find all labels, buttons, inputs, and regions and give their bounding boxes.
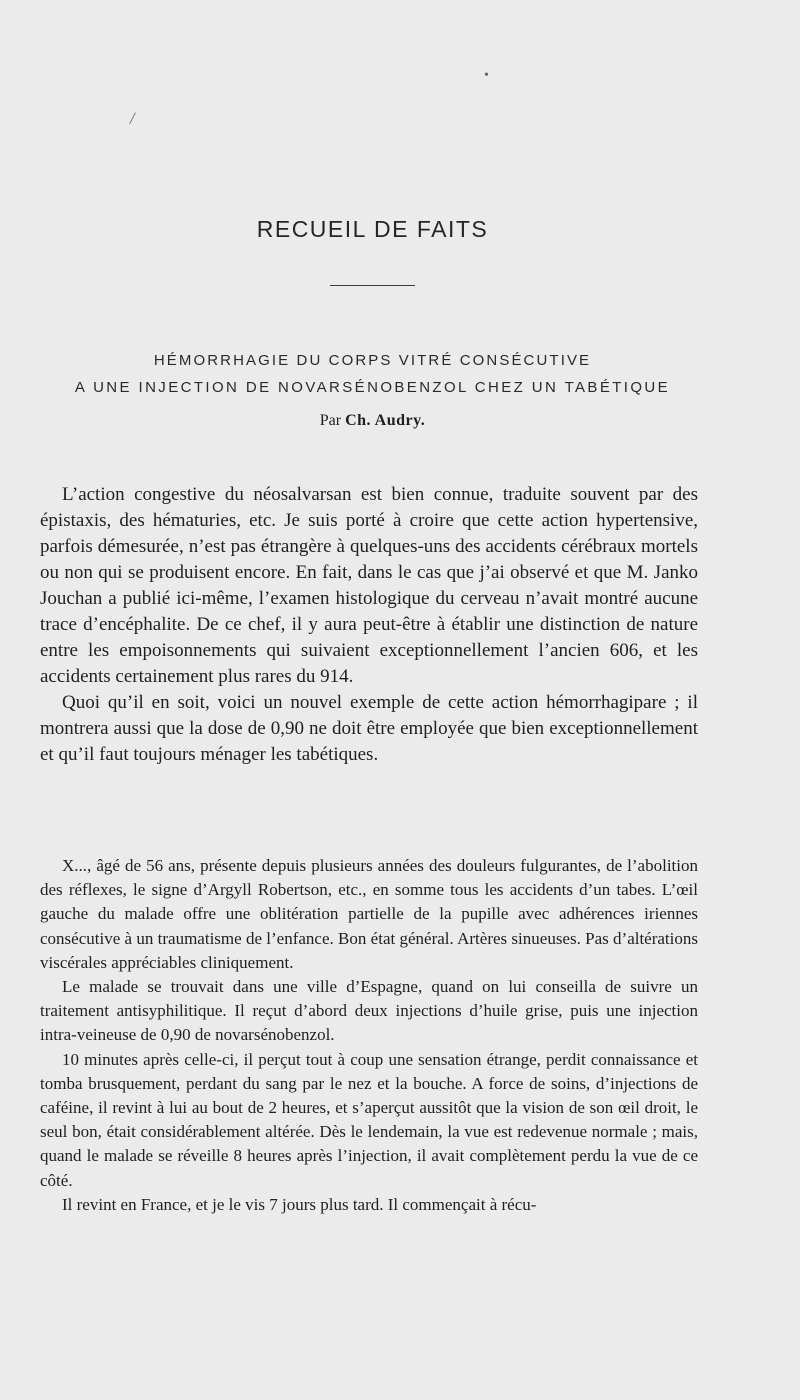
article-title-line-2: A UNE INJECTION DE NOVARSÉNOBENZOL CHEZ UN TABÉTIQUE — [74, 379, 671, 396]
paragraph-2: Quoi qu’il en soit, voici un nouvel exemple de cette action hémorrhagipare ; il montrera aussi que la dose de 0,90 ne doit être employée que bien exceptionnellement et qu’il faut toujours ménager les tabétiques. — [40, 692, 698, 765]
case-report-text — [40, 854, 698, 1217]
pencil-mark-icon: / — [128, 107, 137, 129]
case-paragraph-1: X..., âgé de 56 ans, présente depuis plusieurs années des douleurs fulgurantes, de l’abolition des réflexes, le signe d’Argyll Robertson, etc., en somme tous les accidents d’un tabes. L’œil gauche du malade offre une oblitération partielle de la pupille avec adhérences iriennes consécutive à un traumatisme de l’enfance. Bon état général. Artères sinueuses. Pas d’altérations viscérales appréciables cliniquement. — [40, 856, 698, 972]
ink-dot-icon: • — [484, 68, 489, 83]
paragraph-1: L’action congestive du néosalvarsan est bien connue, traduite souvent par des épistaxis, des hématuries, etc. Je suis porté à croire que cette action hypertensive, parfois démesurée, n’est pas étrangère à quelques-uns des accidents cérébraux mortels ou non qui se produisent encore. En fait, dans le cas que j’ai observé et que M. Janko Jouchan a publié ici-même, l’examen histologique du cerveau n’avait montré aucune trace d’encéphalite. De ce chef, il y aura peut-être à établir une distinction de nature entre les empoisonnements qui suivaient exceptionnellement l’ancien 606, et les accidents certainement plus rares du 914. — [40, 484, 698, 687]
byline-prefix: Par — [319, 412, 342, 429]
intro-text — [40, 482, 698, 768]
section-title: RECUEIL DE FAITS — [256, 216, 489, 242]
byline — [0, 412, 745, 430]
article-title-line-1: HÉMORRHAGIE DU CORPS VITRÉ CONSÉCUTIVE — [153, 352, 592, 369]
case-paragraph-2: Le malade se trouvait dans une ville d’Espagne, quand on lui conseilla de suivre un traitement antisyphilitique. Il reçut d’abord deux injections d’huile grise, puis une injection intra-veineuse de 0,90 de novarsénobenzol. — [40, 977, 698, 1045]
title-divider — [330, 285, 415, 286]
case-paragraph-3: 10 minutes après celle-ci, il perçut tout à coup une sensation étrange, perdit connaissance et tomba brusquement, perdant du sang par le nez et la bouche. A force de soins, d’injections de caféine, il revint à lui au bout de 2 heures, et s’aperçut aussitôt que la vision de son œil droit, le seul bon, était considérablement altérée. Dès le lendemain, la vue est redevenue normale ; mais, quand le malade se réveille 8 heures après l’injection, il avait complètement perdu la vue de ce côté. — [40, 1049, 698, 1190]
author-name: Ch. Audry. — [345, 412, 426, 429]
case-paragraph-4: Il revint en France, et je le vis 7 jours plus tard. Il commençait à récu- — [62, 1194, 537, 1214]
